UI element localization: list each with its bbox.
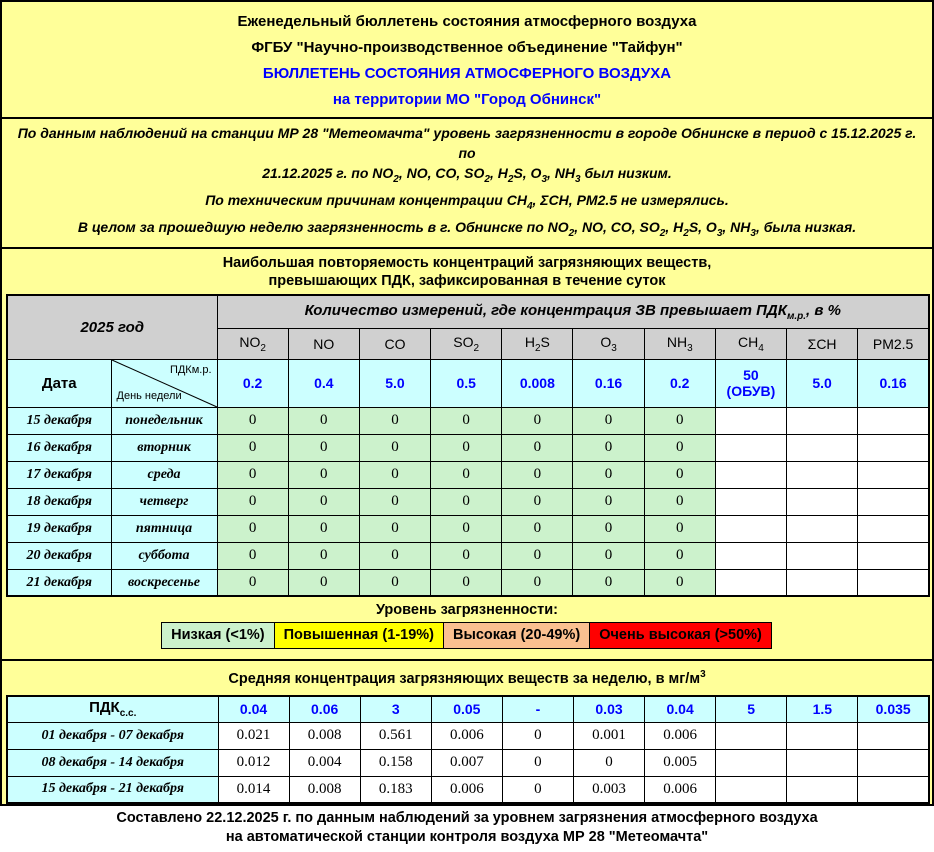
- pdk-ss-value-h2s: -: [502, 696, 573, 722]
- value-cell: 0: [217, 461, 288, 488]
- pdk-mr-value-no: 0.4: [288, 359, 359, 407]
- value-cell: 0: [288, 542, 359, 569]
- pdk-ss-value-co: 3: [360, 696, 431, 722]
- value-cell-empty: [787, 542, 858, 569]
- average-concentration-title: Средняя концентрация загрязняющих веществ за неделю, в $мг/м^3$: [228, 669, 706, 688]
- legend-row: [2, 622, 932, 649]
- pdk-mr-value-co: 5.0: [359, 359, 430, 407]
- value-cell: 0: [359, 461, 430, 488]
- avg-value-cell-empty: [716, 749, 787, 776]
- value-cell: 0: [573, 488, 644, 515]
- avg-value-cell: 0: [502, 749, 573, 776]
- value-cell: 0: [502, 542, 573, 569]
- territory-title: на территории МО "Город Обнинск": [332, 91, 602, 108]
- value-cell-empty: [715, 461, 786, 488]
- exceedance-table-title-line-2: превышающих ПДК, зафиксированная в течение суток: [268, 273, 666, 290]
- value-cell: 0: [573, 515, 644, 542]
- value-cell-empty: [715, 488, 786, 515]
- table-row: [7, 722, 929, 749]
- column-header-nh3: $NH_3$: [644, 328, 715, 359]
- table-row: [7, 569, 929, 596]
- exceedance-table-title: [2, 249, 932, 294]
- avg-value-cell: 0.001: [573, 722, 644, 749]
- value-cell: 0: [217, 434, 288, 461]
- avg-value-cell-empty: [716, 722, 787, 749]
- value-cell: 0: [573, 542, 644, 569]
- value-cell: 0: [502, 407, 573, 434]
- table-row: [7, 407, 929, 434]
- value-cell-empty: [787, 461, 858, 488]
- table-row: [7, 696, 929, 722]
- header-block: [2, 2, 932, 119]
- value-cell: 0: [573, 434, 644, 461]
- value-cell: 0: [359, 542, 430, 569]
- value-cell-empty: [715, 515, 786, 542]
- value-cell-empty: [787, 434, 858, 461]
- value-cell: 0: [359, 515, 430, 542]
- legend-item-very-high: Очень высокая (>50%): [589, 622, 772, 649]
- avg-value-cell: 0.561: [360, 722, 431, 749]
- pdk-mr-value-o3: 0.16: [573, 359, 644, 407]
- value-cell: 0: [502, 434, 573, 461]
- avg-value-cell: 0.014: [218, 776, 289, 803]
- avg-value-cell-empty: [716, 776, 787, 803]
- avg-value-cell-empty: [858, 749, 929, 776]
- average-concentration-table: [6, 695, 930, 804]
- weekday-cell: суббота: [111, 542, 217, 569]
- value-cell: 0: [288, 488, 359, 515]
- pdk-ss-value-so2: 0.05: [431, 696, 502, 722]
- avg-value-cell-empty: [787, 776, 858, 803]
- avg-value-cell: 0.004: [289, 749, 360, 776]
- date-cell: 18 декабря: [7, 488, 111, 515]
- pdk-ss-label-cell: $ПДК_{с.с.}$: [7, 696, 218, 722]
- pdk-mr-value-pm25: 0.16: [858, 359, 929, 407]
- pdk-mr-value-ch4: 50 (ОБУВ): [715, 359, 786, 407]
- bulletin-subtitle: Еженедельный бюллетень состояния атмосферного воздуха: [237, 13, 697, 30]
- column-header-o3: $O_3$: [573, 328, 644, 359]
- avg-value-cell-empty: [858, 722, 929, 749]
- column-header-so2: $SO_2$: [431, 328, 502, 359]
- avg-value-cell: 0: [573, 749, 644, 776]
- pdk-mr-value-sch: 5.0: [787, 359, 858, 407]
- avg-value-cell: 0.012: [218, 749, 289, 776]
- footer-block: [2, 804, 932, 852]
- measure-header-cell: Количество измерений, где концентрация ЗВ превышает $ПДК_{м.р.}$, в %: [217, 295, 929, 328]
- value-cell: 0: [502, 461, 573, 488]
- table-row: [7, 461, 929, 488]
- pdk-ss-value-sch: 1.5: [787, 696, 858, 722]
- value-cell: 0: [644, 461, 715, 488]
- date-header-cell: Дата: [7, 359, 111, 407]
- value-cell-empty: [715, 569, 786, 596]
- value-cell: 0: [217, 407, 288, 434]
- legend-item-elevated: Повышенная (1-19%): [274, 622, 444, 649]
- value-cell-empty: [858, 569, 929, 596]
- pdk-ss-value-no2: 0.04: [218, 696, 289, 722]
- date-cell: 19 декабря: [7, 515, 111, 542]
- value-cell: 0: [217, 488, 288, 515]
- value-cell: 0: [644, 515, 715, 542]
- pdk-mr-value-so2: 0.5: [431, 359, 502, 407]
- table-row: [7, 359, 929, 407]
- legend-item-high: Высокая (20-49%): [443, 622, 590, 649]
- value-cell-empty: [787, 488, 858, 515]
- value-cell-empty: [787, 515, 858, 542]
- avg-value-cell: 0.006: [645, 722, 716, 749]
- table-row: [7, 515, 929, 542]
- organization-name: ФГБУ "Научно-производственное объединение "Тайфун": [251, 39, 683, 56]
- value-cell: 0: [431, 434, 502, 461]
- summary-block: [2, 119, 932, 249]
- value-cell-empty: [715, 434, 786, 461]
- value-cell: 0: [431, 461, 502, 488]
- value-cell-empty: [858, 461, 929, 488]
- avg-value-cell: 0: [502, 722, 573, 749]
- weekday-cell: вторник: [111, 434, 217, 461]
- pdk-ss-value-pm25: 0.035: [858, 696, 929, 722]
- value-cell: 0: [431, 407, 502, 434]
- column-header-h2s: $H_2S$: [502, 328, 573, 359]
- weekday-cell: воскресенье: [111, 569, 217, 596]
- weekday-cell: понедельник: [111, 407, 217, 434]
- value-cell: 0: [288, 515, 359, 542]
- pdk-ss-value-nh3: 0.04: [645, 696, 716, 722]
- table-row: [7, 776, 929, 803]
- value-cell: 0: [644, 542, 715, 569]
- column-header-pm25: PM2.5: [858, 328, 929, 359]
- value-cell-empty: [787, 407, 858, 434]
- avg-value-cell: 0.006: [431, 722, 502, 749]
- column-header-ch4: $CH_4$: [715, 328, 786, 359]
- pdk-mr-label: ПДКм.р.: [169, 363, 212, 376]
- value-cell: 0: [359, 407, 430, 434]
- value-cell-empty: [715, 407, 786, 434]
- table-row: [7, 488, 929, 515]
- value-cell: 0: [573, 407, 644, 434]
- legend-title: Уровень загрязненности:: [375, 602, 559, 619]
- avg-value-cell-empty: [787, 722, 858, 749]
- avg-value-cell: 0.021: [218, 722, 289, 749]
- value-cell: 0: [288, 461, 359, 488]
- column-header-no: NO: [288, 328, 359, 359]
- date-cell: 16 декабря: [7, 434, 111, 461]
- table-row: [7, 749, 929, 776]
- pdk-mr-value-nh3: 0.2: [644, 359, 715, 407]
- avg-value-cell: 0.006: [431, 776, 502, 803]
- diagonal-header-cell: [111, 359, 217, 407]
- value-cell-empty: [858, 542, 929, 569]
- avg-value-cell: 0.003: [573, 776, 644, 803]
- bulletin-title: БЮЛЛЕТЕНЬ СОСТОЯНИЯ АТМОСФЕРНОГО ВОЗДУХА: [262, 65, 672, 82]
- value-cell: 0: [431, 542, 502, 569]
- value-cell: 0: [359, 434, 430, 461]
- period-cell: 15 декабря - 21 декабря: [7, 776, 218, 803]
- table-row: [7, 295, 929, 328]
- weekday-cell: четверг: [111, 488, 217, 515]
- column-header-no2: $NO_2$: [217, 328, 288, 359]
- avg-value-cell-empty: [858, 776, 929, 803]
- exceedance-table-title-line-1: Наибольшая повторяемость концентраций загрязняющих веществ,: [222, 255, 712, 272]
- period-cell: 01 декабря - 07 декабря: [7, 722, 218, 749]
- pdk-ss-value-ch4: 5: [716, 696, 787, 722]
- avg-value-cell-empty: [787, 749, 858, 776]
- value-cell: 0: [288, 569, 359, 596]
- value-cell: 0: [502, 488, 573, 515]
- value-cell: 0: [502, 515, 573, 542]
- value-cell-empty: [858, 407, 929, 434]
- value-cell: 0: [359, 488, 430, 515]
- value-cell-empty: [715, 542, 786, 569]
- summary-line-2: По техническим причинам концентрации $CH_4$, ΣCH, PM2.5 не измерялись.: [205, 191, 729, 212]
- avg-value-cell: 0.008: [289, 722, 360, 749]
- value-cell: 0: [644, 434, 715, 461]
- column-header-sch: ΣCH: [787, 328, 858, 359]
- summary-line-1: По данным наблюдений на станции МР 28 "Метеомачта" уровень загрязненности в городе Обнинске в период с 15.12.2025 г. по 21.12.2025 г. по $NO_2$, NO, CO, $SO_2$, $H_2S$, $O_3$, $NH_3$ был низким.: [17, 125, 917, 185]
- value-cell: 0: [359, 569, 430, 596]
- avg-value-cell: 0.158: [360, 749, 431, 776]
- table-row: [7, 434, 929, 461]
- table-row: [7, 542, 929, 569]
- date-cell: 15 декабря: [7, 407, 111, 434]
- value-cell: 0: [217, 542, 288, 569]
- value-cell: 0: [644, 407, 715, 434]
- value-cell: 0: [217, 569, 288, 596]
- value-cell: 0: [288, 407, 359, 434]
- pdk-mr-value-h2s: 0.008: [502, 359, 573, 407]
- date-cell: 21 декабря: [7, 569, 111, 596]
- value-cell: 0: [431, 488, 502, 515]
- avg-value-cell: 0.008: [289, 776, 360, 803]
- period-cell: 08 декабря - 14 декабря: [7, 749, 218, 776]
- summary-line-3: В целом за прошедшую неделю загрязненность в г. Обнинске по $NO_2$, NO, CO, $SO_2$, $H_2S$, $O_3$, $NH_3$, была низкая.: [77, 218, 857, 239]
- weekday-cell: среда: [111, 461, 217, 488]
- legend-item-low: Низкая (<1%): [161, 622, 275, 649]
- value-cell: 0: [644, 488, 715, 515]
- value-cell-empty: [858, 488, 929, 515]
- pdk-mr-value-no2: 0.2: [217, 359, 288, 407]
- avg-value-cell: 0: [502, 776, 573, 803]
- value-cell-empty: [787, 569, 858, 596]
- column-header-co: CO: [359, 328, 430, 359]
- avg-value-cell: 0.183: [360, 776, 431, 803]
- value-cell-empty: [858, 515, 929, 542]
- value-cell: 0: [502, 569, 573, 596]
- value-cell: 0: [288, 434, 359, 461]
- value-cell: 0: [217, 515, 288, 542]
- avg-value-cell: 0.007: [431, 749, 502, 776]
- value-cell: 0: [431, 515, 502, 542]
- pdk-ss-value-o3: 0.03: [573, 696, 644, 722]
- avg-value-cell: 0.005: [645, 749, 716, 776]
- date-cell: 17 декабря: [7, 461, 111, 488]
- footer-line-2: на автоматической станции контроля воздуха МР 28 "Метеомачта": [225, 829, 709, 846]
- footer-line-1: Составлено 22.12.2025 г. по данным наблюдений за уровнем загрязнения атмосферного воздуха: [116, 810, 818, 827]
- value-cell: 0: [431, 569, 502, 596]
- value-cell: 0: [573, 569, 644, 596]
- year-header-cell: 2025 год: [7, 295, 217, 359]
- pdk-ss-value-no: 0.06: [289, 696, 360, 722]
- weekday-cell: пятница: [111, 515, 217, 542]
- value-cell: 0: [573, 461, 644, 488]
- value-cell-empty: [858, 434, 929, 461]
- value-cell: 0: [644, 569, 715, 596]
- exceedance-table: [6, 294, 930, 597]
- date-cell: 20 декабря: [7, 542, 111, 569]
- pollution-level-legend: [2, 597, 932, 661]
- weekday-label: День недели: [116, 389, 182, 402]
- avg-value-cell: 0.006: [645, 776, 716, 803]
